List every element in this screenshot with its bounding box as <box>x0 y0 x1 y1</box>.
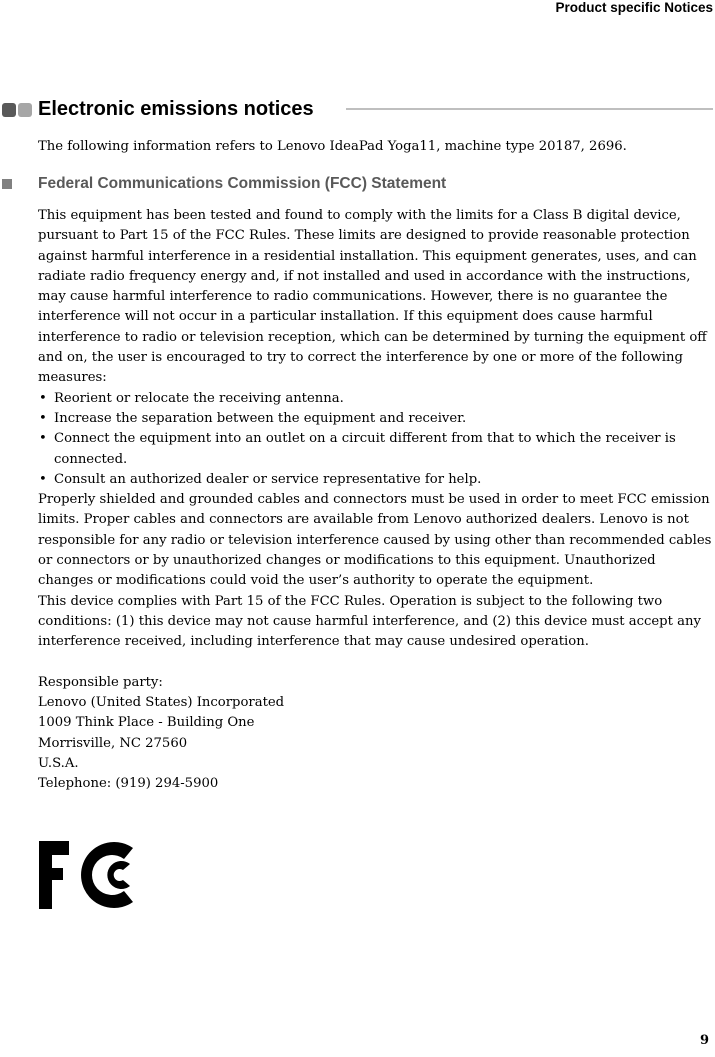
light-dot-icon <box>18 103 32 117</box>
subsection-title: Federal Communications Commission (FCC) Statement <box>38 175 447 192</box>
section-title: Electronic emissions notices <box>38 98 314 120</box>
section-heading <box>0 97 713 123</box>
running-header: Product specific Notices <box>555 0 713 15</box>
square-marker-icon <box>2 179 12 189</box>
subsection-heading <box>0 174 713 196</box>
bullet-icon: • <box>39 431 47 447</box>
list-item <box>38 389 714 409</box>
measures-list <box>38 389 714 490</box>
paragraph-part15: This device complies with Part 15 of the FCC Rules. Operation is subject to the following two conditions: (1) this device may not cause harmful interference, and (2) this device must accept any interference received, including interference that may cause undesired operation. <box>38 593 701 650</box>
telephone: Telephone: (919) 294-5900 <box>38 776 219 792</box>
city-address: Morrisville, NC 27560 <box>38 735 188 751</box>
paragraph-compliance: This equipment has been tested and found to comply with the limits for a Class B digital device, pursuant to Part 15 of the FCC Rules. These limits are designed to provide reasonable protection against harmful interference in a residential installation. This equipment generates, uses, and can radiate radio frequency energy and, if not installed and used in accordance with the instructions, may cause harmful interference to radio communications. However, there is no guarantee the interference will not occur in a particular installation. If this equipment does cause harmful interference to radio or television reception, which can be determined by turning the equipment off and on, the user is encouraged to try to correct the interference by one or more of the following measures: <box>38 208 707 386</box>
responsible-party-label: Responsible party: <box>38 674 163 690</box>
list-item-text: Increase the separation between the equipment and receiver. <box>54 410 467 426</box>
spacer <box>38 653 714 673</box>
company-name: Lenovo (United States) Incorporated <box>38 695 285 711</box>
country: U.S.A. <box>38 756 79 772</box>
dark-dot-icon <box>2 103 16 117</box>
list-item-text: Connect the equipment into an outlet on a circuit different from that to which the receiver is connected. <box>54 431 676 467</box>
list-item-text: Consult an authorized dealer or service representative for help. <box>54 471 482 487</box>
bullet-icon: • <box>39 410 47 426</box>
paragraph-cables: Properly shielded and grounded cables and connectors must be used in order to meet FCC emission limits. Proper cables and connectors are available from Lenovo authorized dealers. Lenovo is not responsible for any radio or television interference caused by using other than recommended cables or connectors or by unauthorized changes or modifications to this equipment. Unauthorized changes or modifications could void the user’s authority to operate the equipment. <box>38 492 712 589</box>
list-item <box>38 429 714 470</box>
responsible-party <box>38 673 714 795</box>
bullet-icon: • <box>39 471 47 487</box>
fcc-statement-body <box>38 206 714 795</box>
list-item <box>38 409 714 429</box>
fcc-logo-icon <box>38 840 138 910</box>
list-item-text: Reorient or relocate the receiving antenna. <box>54 390 344 406</box>
intro-text: The following information refers to Lenovo IdeaPad Yoga11, machine type 20187, 2696. <box>38 139 627 154</box>
heading-dots-icon <box>2 103 32 117</box>
bullet-icon: • <box>39 390 47 406</box>
heading-rule <box>346 108 713 110</box>
list-item <box>38 470 714 490</box>
page-number: 9 <box>699 1033 709 1048</box>
street-address: 1009 Think Place - Building One <box>38 715 255 731</box>
